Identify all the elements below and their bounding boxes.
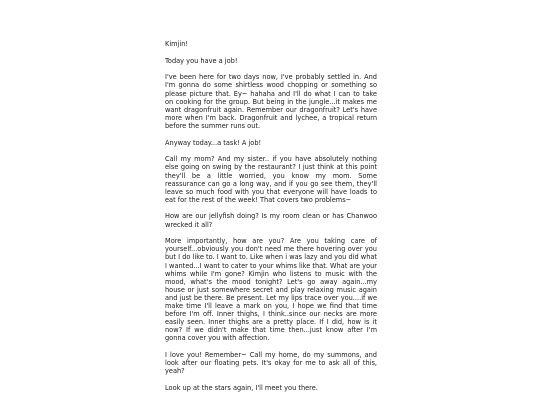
- letter-paragraph-2: I've been here for two days now, I've probably settled in. And I'm gonna do some shirtless wood chopping or something so please picture that. Ey~ hahaha and I'll do what I can to take on cooking for the group. But being in the jungle...it makes me want dragonfruit again. Remember our dragonfruit? Let's have more when I'm back. Dragonfruit and lychee, a tropical return before the summer runs out.: [165, 73, 377, 130]
- letter-greeting: Kimjin!: [165, 40, 189, 48]
- letter-paragraph-4: Call my mom? And my sister.. if you have absolutely nothing else going on swing by the restaurant? I just think at this point they'll be a little worried, you know my mom. Some reassurance can go a long way, and if you go see them, they'll leave so much food with you that everyone will have loads to eat for the rest of the week! That covers two problems~: [165, 155, 377, 204]
- letter-body: [165, 40, 377, 401]
- letter-paragraph-6: More importantly, how are you? Are you taking care of yourself...obviously you don't need me there hovering over you but I do like to. I want to. Like when i was lazy and you did what I wanted...I want to cater to your whims like that. What are your whims while I'm gone? Kimjin who listens to music with the mood, what's the mood tonight? Let's go away again...my house or just somewhere secret and play relaxing music again and just be there. Be present. Let my lips trace over you....if we make time I'll leave a mark on you, I hope we find that time before I'm off. Inner thighs, I think..since our necks are more easily seen. Inner thighs are a pretty place. If I did, how is it now? If we didn't make that time then...just know after I'm gonna cover you with affection.: [165, 237, 377, 343]
- letter-paragraph-8: Look up at the stars again, I'll meet you there.: [165, 383, 318, 392]
- letter-paragraph-3: Anyway today...a task! A job!: [165, 138, 262, 147]
- letter-paragraph-5: How are our jellyfish doing? Is my room clean or has Chanwoo wrecked it all?: [165, 212, 377, 229]
- letter-paragraph-1: Today you have a job!: [165, 56, 238, 65]
- letter-paragraph-7: I love you! Remember~ Call my home, do my summons, and look after our floating pets. It's okay for me to ask all of this, yeah?: [165, 351, 377, 376]
